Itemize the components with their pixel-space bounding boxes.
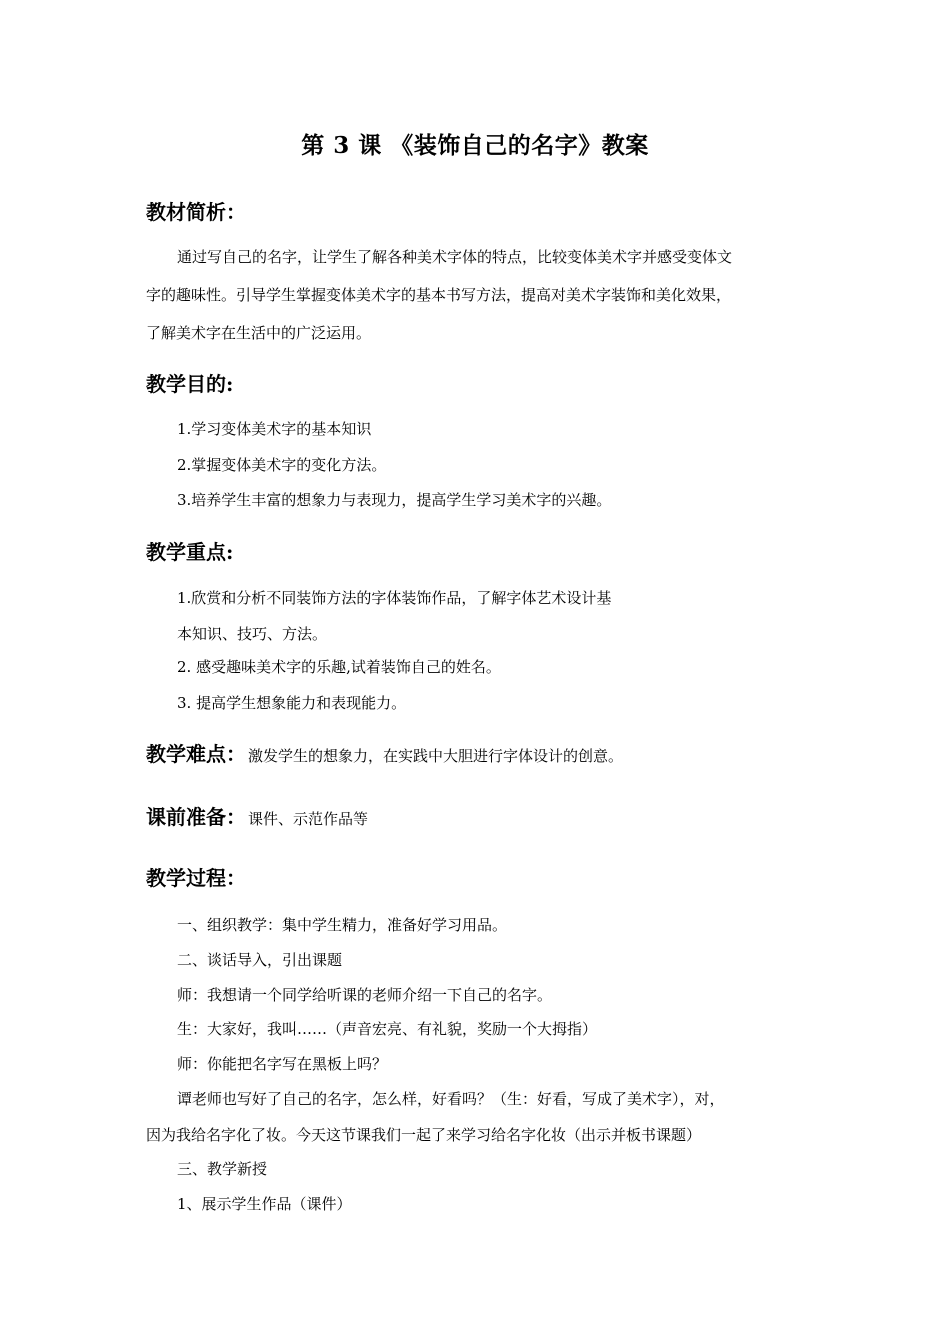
process-line-4: 生：大家好，我叫……（声音宏亮、有礼貌，奖励一个大拇指） <box>177 1020 598 1038</box>
process-line-3: 师：我想请一个同学给听课的老师介绍一下自己的名字。 <box>177 986 553 1004</box>
process-line-1: 一、组织教学：集中学生精力，准备好学习用品。 <box>177 916 508 934</box>
analysis-line-3: 了解美术字在生活中的广泛运用。 <box>146 324 372 342</box>
page-title: 第 3 课 《装饰自己的名字》教案 <box>301 132 649 159</box>
process-heading: 教学过程： <box>146 866 246 890</box>
analysis-line-2: 字的趣味性。引导学生掌握变体美术字的基本书写方法，提高对美术字装饰和美化效果， <box>146 286 732 304</box>
goals-heading: 教学目的: <box>146 372 234 396</box>
analysis-line-1: 通过写自己的名字，让学生了解各种美术字体的特点，比较变体美术字并感受变体文 <box>177 248 733 266</box>
process-line-5: 师：你能把名字写在黑板上吗？ <box>177 1055 388 1073</box>
goals-item-3: 3.培养学生丰富的想象力与表现力，提高学生学习美术字的兴趣。 <box>177 491 612 509</box>
key-points-item-1: 1.欣赏和分析不同装饰方法的字体装饰作品，了解字体艺术设计基 <box>177 589 612 607</box>
process-line-7: 因为我给名字化了妆。今天这节课我们一起了来学习给名字化妆（出示并板书课题） <box>146 1126 702 1144</box>
preparation-row <box>146 801 368 830</box>
difficulty-heading: 教学难点： <box>146 742 246 766</box>
difficulty-text: 激发学生的想象力，在实践中大胆进行字体设计的创意。 <box>248 747 624 765</box>
difficulty-row <box>146 738 623 767</box>
key-points-item-1-cont: 本知识、技巧、方法。 <box>177 625 328 643</box>
preparation-heading: 课前准备： <box>146 805 246 829</box>
key-points-item-2: 2. 感受趣味美术字的乐趣,试着装饰自己的姓名。 <box>177 658 501 676</box>
process-line-6: 谭老师也写好了自己的名字，怎么样，好看吗？（生：好看，写成了美术字），对， <box>177 1090 725 1108</box>
analysis-heading: 教材简析： <box>146 200 246 224</box>
goals-item-1: 1.学习变体美术字的基本知识 <box>177 420 372 438</box>
goals-item-2: 2.掌握变体美术字的变化方法。 <box>177 456 387 474</box>
process-line-8: 三、教学新授 <box>177 1160 268 1178</box>
process-line-9: 1、展示学生作品（课件） <box>177 1195 352 1213</box>
key-points-heading: 教学重点: <box>146 540 234 564</box>
key-points-item-3: 3. 提高学生想象能力和表现能力。 <box>177 694 407 712</box>
preparation-text: 课件、示范作品等 <box>248 810 369 828</box>
process-line-2: 二、谈话导入，引出课题 <box>177 951 343 969</box>
